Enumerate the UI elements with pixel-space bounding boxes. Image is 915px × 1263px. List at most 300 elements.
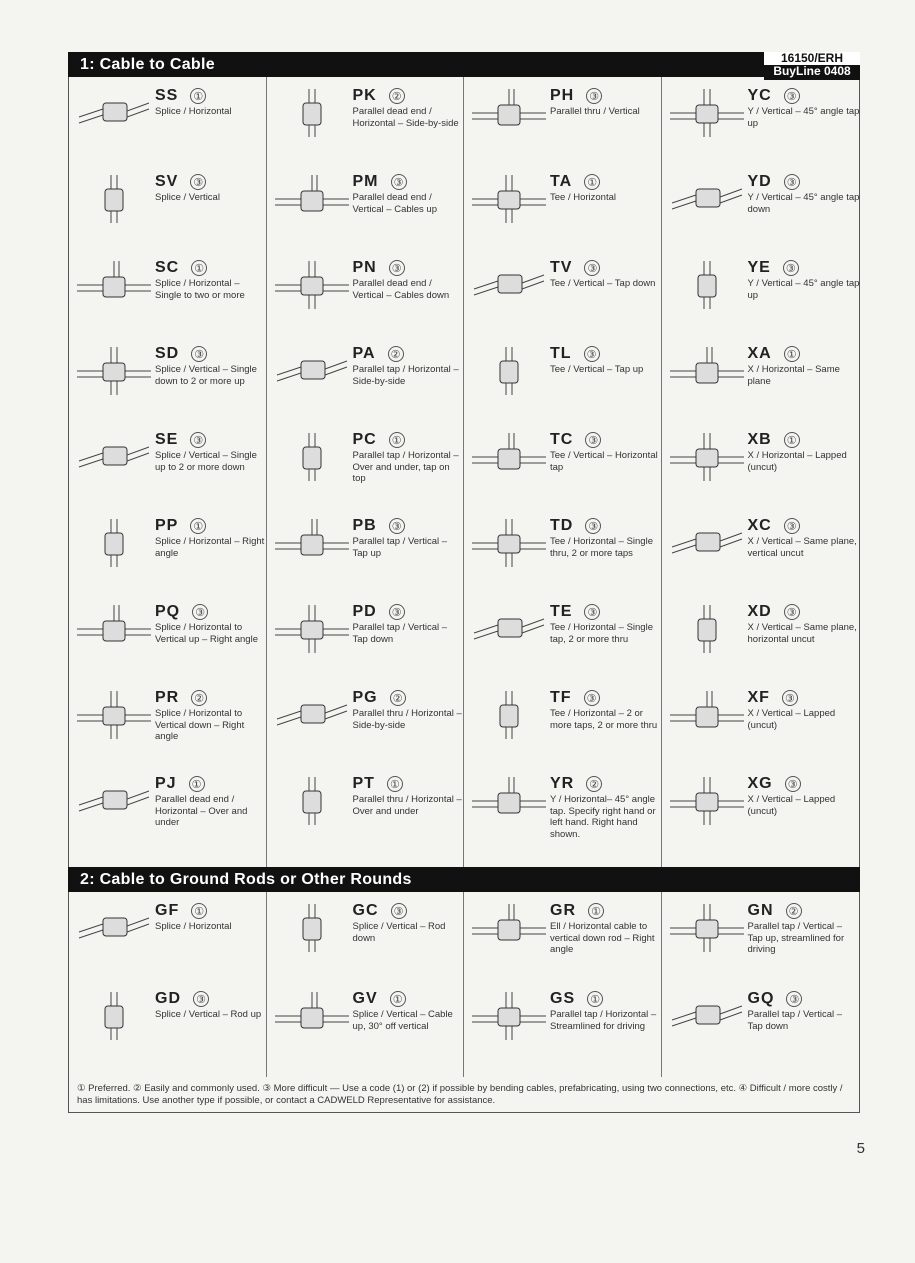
difficulty-rating-icon: ③ [786, 991, 802, 1007]
connection-code-row [748, 87, 860, 105]
connection-code-row [155, 902, 267, 920]
connection-illustration [470, 990, 548, 1042]
connection-description: Parallel dead end / Vertical – Cables down [352, 278, 450, 301]
difficulty-rating-icon: ③ [584, 690, 600, 706]
connection-illustration [273, 603, 351, 655]
connection-illustration [668, 517, 746, 569]
connection-code-row [155, 173, 267, 191]
connection-text [748, 990, 860, 1032]
connection-description: Parallel tap / Vertical – Tap down [747, 1009, 843, 1032]
connection-code: PM [352, 173, 379, 190]
connection-code-row [550, 259, 662, 277]
connection-code: XC [747, 517, 772, 534]
connection-description: Tee / Horizontal – 2 or more taps, 2 or more thru [550, 708, 658, 731]
difficulty-rating-icon: ② [786, 903, 802, 919]
connection-code-row [155, 689, 267, 707]
connection-code-row [353, 689, 465, 707]
connection-illustration [273, 431, 351, 483]
connection-code-row [550, 431, 662, 449]
connection-entry-xa [662, 345, 859, 405]
connection-text [748, 259, 860, 301]
connection-code-row [550, 87, 662, 105]
difficulty-rating-icon: ③ [584, 346, 600, 362]
connection-code: PH [550, 87, 575, 104]
connection-entry-pj [69, 775, 266, 835]
connection-entry-sv [69, 173, 266, 233]
connection-illustration [273, 689, 351, 741]
connection-text [155, 603, 267, 645]
section1-column-2 [267, 77, 465, 867]
connection-code: GN [747, 902, 774, 919]
connection-description: Tee / Horizontal – Single thru, 2 or more taps [550, 536, 653, 559]
connection-code-row [155, 87, 267, 105]
connection-description: Splice / Horizontal to Vertical down – Right angle [155, 708, 245, 742]
connection-code: GS [550, 990, 576, 1007]
connection-illustration [470, 87, 548, 139]
connection-entry-xc [662, 517, 859, 577]
connection-description: Splice / Horizontal – Right angle [155, 536, 265, 559]
connection-description: Parallel thru / Horizontal – Side-by-side [352, 708, 462, 731]
connection-entry-ye [662, 259, 859, 319]
difficulty-rating-icon: ③ [193, 991, 209, 1007]
connection-code: PA [352, 345, 376, 362]
connection-code: GQ [747, 990, 775, 1007]
connection-illustration [273, 990, 351, 1042]
difficulty-rating-icon: ③ [784, 604, 800, 620]
connection-code: GF [155, 902, 180, 919]
connection-entry-pq [69, 603, 266, 663]
connection-text [353, 259, 465, 301]
connection-code-row [748, 689, 860, 707]
connection-code: YD [747, 173, 772, 190]
section2-column-1 [69, 892, 267, 1077]
connection-entry-ta [464, 173, 661, 233]
connection-code: XF [747, 689, 770, 706]
connection-description: X / Vertical – Lapped (uncut) [747, 794, 836, 817]
difficulty-rating-icon: ③ [190, 432, 206, 448]
connection-illustration [75, 689, 153, 741]
difficulty-rating-icon: ① [190, 88, 206, 104]
difficulty-rating-icon: ③ [784, 174, 800, 190]
connection-text [353, 902, 465, 944]
difficulty-rating-icon: ① [784, 432, 800, 448]
connection-entry-yc [662, 87, 859, 147]
connection-description: Splice / Vertical – Rod down [352, 921, 446, 944]
connection-code: PQ [155, 603, 181, 620]
connection-illustration [75, 603, 153, 655]
connection-code-row [748, 431, 860, 449]
connection-entry-gv [267, 990, 464, 1050]
connection-entry-tc [464, 431, 661, 491]
connection-text [550, 689, 662, 731]
connection-description: Splice / Vertical – Single up to 2 or more down [155, 450, 257, 473]
connection-entry-gs [464, 990, 661, 1050]
connection-entry-pc [267, 431, 464, 491]
buyline-code: BuyLine 0408 [764, 65, 860, 78]
connection-code-row [550, 689, 662, 707]
connection-description: Parallel dead end / Vertical – Cables up [352, 192, 437, 215]
connection-description: Parallel thru / Vertical [550, 106, 640, 117]
difficulty-rating-icon: ③ [784, 518, 800, 534]
connection-text [353, 775, 465, 817]
connection-description: Parallel tap / Vertical – Tap up [352, 536, 448, 559]
section2-column-4 [662, 892, 860, 1077]
connection-text [155, 259, 267, 301]
connection-code-row [353, 775, 465, 793]
connection-code: PD [352, 603, 377, 620]
connection-illustration [75, 259, 153, 311]
connection-illustration [668, 775, 746, 827]
difficulty-rating-icon: ① [191, 903, 207, 919]
difficulty-rating-icon: ② [586, 776, 602, 792]
difficulty-rating-icon: ③ [391, 174, 407, 190]
connection-description: Parallel thru / Horizontal – Over and under [352, 794, 462, 817]
connection-illustration [470, 603, 548, 655]
section1-grid [68, 77, 860, 867]
connection-code-row [155, 259, 267, 277]
connection-text [353, 345, 465, 387]
section1-header [68, 52, 860, 77]
connection-entry-gq [662, 990, 859, 1050]
connection-code-row [353, 517, 465, 535]
connection-text [155, 345, 267, 387]
connection-code: PB [352, 517, 377, 534]
connection-text [748, 902, 860, 956]
connection-illustration [75, 902, 153, 954]
connection-code-row [748, 259, 860, 277]
connection-description: X / Vertical – Same plane, horizontal uncut [747, 622, 857, 645]
connection-illustration [273, 259, 351, 311]
section2-column-2 [267, 892, 465, 1077]
connection-description: Y / Vertical – 45° angle tap down [747, 192, 860, 215]
connection-illustration [75, 173, 153, 225]
connection-code: SD [155, 345, 180, 362]
connection-description: X / Horizontal – Lapped (uncut) [747, 450, 847, 473]
connection-text [353, 689, 465, 731]
connection-text [550, 431, 662, 473]
connection-description: X / Vertical – Lapped (uncut) [747, 708, 836, 731]
section2-column-3 [464, 892, 662, 1077]
connection-illustration [470, 345, 548, 397]
connection-code-row [748, 775, 860, 793]
catalog-sheet [68, 52, 860, 1113]
connection-text [155, 173, 267, 204]
connection-description: Splice / Vertical [155, 192, 220, 203]
connection-illustration [273, 902, 351, 954]
connection-entry-xg [662, 775, 859, 835]
connection-entry-pk [267, 87, 464, 147]
difficulty-rating-icon: ① [387, 776, 403, 792]
connection-text [353, 603, 465, 645]
connection-description: Parallel tap / Vertical – Tap up, streamlined for driving [747, 921, 845, 955]
connection-code: PP [155, 517, 179, 534]
connection-code-row [748, 603, 860, 621]
connection-code: XA [747, 345, 772, 362]
connection-text [353, 87, 465, 129]
connection-entry-pn [267, 259, 464, 319]
connection-code-row [550, 345, 662, 363]
connection-code-row [748, 517, 860, 535]
connection-text [550, 173, 662, 204]
connection-code: PR [155, 689, 180, 706]
connection-illustration [668, 431, 746, 483]
connection-entry-pd [267, 603, 464, 663]
connection-description: Splice / Horizontal – Single to two or more [155, 278, 245, 301]
connection-entry-se [69, 431, 266, 491]
connection-entry-gd [69, 990, 266, 1050]
section1-title: 1: Cable to Cable [80, 56, 215, 73]
connection-code: GR [550, 902, 576, 919]
connection-code-row [550, 517, 662, 535]
connection-code-row [550, 603, 662, 621]
difficulty-rating-icon: ① [784, 346, 800, 362]
connection-code-row [550, 775, 662, 793]
connection-text [155, 902, 267, 933]
connection-illustration [75, 775, 153, 827]
difficulty-rating-icon: ③ [785, 776, 801, 792]
connection-illustration [273, 173, 351, 225]
section2-grid [68, 892, 860, 1077]
difficulty-rating-icon: ① [587, 991, 603, 1007]
connection-entry-xb [662, 431, 859, 491]
connection-illustration [75, 517, 153, 569]
difficulty-rating-icon: ③ [190, 174, 206, 190]
connection-text [550, 902, 662, 956]
connection-entry-pb [267, 517, 464, 577]
difficulty-rating-icon: ③ [389, 518, 405, 534]
connection-code: SC [155, 259, 180, 276]
connection-entry-pa [267, 345, 464, 405]
doc-code: 16150/ERH [780, 51, 844, 65]
connection-illustration [75, 431, 153, 483]
section1-column-4 [662, 77, 860, 867]
connection-code-row [748, 345, 860, 363]
connection-description: Ell / Horizontal cable to vertical down rod – Right angle [550, 921, 655, 955]
difficulty-rating-icon: ③ [191, 346, 207, 362]
connection-code-row [550, 902, 662, 920]
difficulty-rating-icon: ① [189, 776, 205, 792]
connection-entry-yd [662, 173, 859, 233]
connection-text [155, 689, 267, 743]
connection-text [748, 689, 860, 731]
connection-description: Parallel dead end / Horizontal – Side-by-side [352, 106, 459, 129]
connection-text [748, 603, 860, 645]
connection-code: SE [155, 431, 179, 448]
connection-text [353, 431, 465, 485]
connection-entry-gn [662, 902, 859, 962]
connection-code-row [155, 990, 267, 1008]
connection-entry-xd [662, 603, 859, 663]
connection-code-row [748, 902, 860, 920]
connection-code: SS [155, 87, 179, 104]
connection-code-row [748, 990, 860, 1008]
difficulty-rating-icon: ③ [391, 903, 407, 919]
connection-entry-te [464, 603, 661, 663]
connection-description: Tee / Vertical – Horizontal tap [550, 450, 658, 473]
footnote: ① Preferred. ② Easily and commonly used. ③ More difficult — Use a code (1) or (2) if possible by bending cables, prefabricating, using two connections, etc. ④ Difficult / more costly / has limitations. Use another type if possible, or contact a CADWELD Representative for assistance. [68, 1077, 860, 1113]
connection-entry-yr [464, 775, 661, 840]
connection-code: PN [352, 259, 377, 276]
connection-text [748, 345, 860, 387]
connection-text [550, 345, 662, 376]
connection-code-row [155, 775, 267, 793]
connection-code: PG [352, 689, 378, 706]
connection-illustration [470, 259, 548, 311]
connection-code-row [353, 345, 465, 363]
connection-code: PC [352, 431, 377, 448]
connection-text [353, 990, 465, 1032]
connection-illustration [668, 603, 746, 655]
difficulty-rating-icon: ② [191, 690, 207, 706]
difficulty-rating-icon: ③ [782, 690, 798, 706]
connection-description: Tee / Vertical – Tap down [550, 278, 656, 289]
connection-description: Parallel tap / Horizontal – Streamlined for driving [550, 1009, 657, 1032]
connection-illustration [668, 259, 746, 311]
section1-column-1 [69, 77, 267, 867]
difficulty-rating-icon: ② [390, 690, 406, 706]
difficulty-rating-icon: ③ [584, 260, 600, 276]
connection-description: Tee / Horizontal [550, 192, 617, 203]
connection-code: XG [747, 775, 773, 792]
connection-text [748, 173, 860, 215]
connection-code: TA [550, 173, 573, 190]
connection-text [550, 259, 662, 290]
connection-description: Tee / Vertical – Tap up [550, 364, 644, 375]
connection-code: PJ [155, 775, 177, 792]
connection-code: TL [550, 345, 572, 362]
difficulty-rating-icon: ① [390, 991, 406, 1007]
connection-code: YR [550, 775, 575, 792]
difficulty-rating-icon: ② [389, 88, 405, 104]
connection-text [748, 87, 860, 129]
connection-entry-gc [267, 902, 464, 962]
difficulty-rating-icon: ① [584, 174, 600, 190]
connection-text [155, 990, 267, 1021]
connection-text [353, 517, 465, 559]
connection-code-row [550, 173, 662, 191]
connection-description: X / Horizontal – Same plane [747, 364, 840, 387]
connection-entry-xf [662, 689, 859, 749]
connection-description: Tee / Horizontal – Single tap, 2 or more thru [550, 622, 653, 645]
connection-code-row [353, 603, 465, 621]
connection-code-row [353, 990, 465, 1008]
connection-code-row [353, 259, 465, 277]
connection-description: Y / Horizontal– 45° angle tap. Specify right hand or left hand. Right hand shown. [550, 794, 656, 840]
difficulty-rating-icon: ③ [585, 432, 601, 448]
section1-column-3 [464, 77, 662, 867]
difficulty-rating-icon: ③ [192, 604, 208, 620]
connection-code-row [748, 173, 860, 191]
connection-code-row [155, 603, 267, 621]
connection-illustration [668, 990, 746, 1042]
connection-entry-gr [464, 902, 661, 962]
connection-description: Splice / Horizontal to Vertical up – Right angle [155, 622, 258, 645]
connection-code: YE [747, 259, 771, 276]
connection-entry-sd [69, 345, 266, 405]
connection-code: GV [352, 990, 378, 1007]
connection-text [155, 517, 267, 559]
connection-description: Splice / Horizontal [155, 921, 232, 932]
connection-illustration [273, 345, 351, 397]
connection-code: TV [550, 259, 573, 276]
connection-text [353, 173, 465, 215]
connection-code-row [550, 990, 662, 1008]
connection-code: TC [550, 431, 574, 448]
connection-entry-pp [69, 517, 266, 577]
connection-text [748, 775, 860, 817]
connection-description: X / Vertical – Same plane, vertical uncut [747, 536, 857, 559]
difficulty-rating-icon: ③ [584, 604, 600, 620]
connection-illustration [273, 775, 351, 827]
connection-code: YC [747, 87, 772, 104]
connection-code-row [353, 902, 465, 920]
connection-illustration [470, 173, 548, 225]
connection-illustration [75, 87, 153, 139]
connection-illustration [470, 517, 548, 569]
connection-code: TF [550, 689, 572, 706]
connection-description: Splice / Vertical – Rod up [155, 1009, 262, 1020]
connection-illustration [470, 689, 548, 741]
doc-code-box [764, 52, 860, 80]
connection-entry-pm [267, 173, 464, 233]
difficulty-rating-icon: ① [191, 260, 207, 276]
connection-illustration [668, 173, 746, 225]
section2-header [68, 867, 860, 892]
connection-code: XD [747, 603, 772, 620]
difficulty-rating-icon: ② [388, 346, 404, 362]
connection-text [155, 775, 267, 829]
difficulty-rating-icon: ③ [585, 518, 601, 534]
connection-illustration [470, 431, 548, 483]
difficulty-rating-icon: ③ [586, 88, 602, 104]
connection-entry-ph [464, 87, 661, 147]
connection-entry-pr [69, 689, 266, 749]
connection-entry-pt [267, 775, 464, 835]
connection-entry-tv [464, 259, 661, 319]
connection-code: TD [550, 517, 574, 534]
connection-code-row [155, 345, 267, 363]
connection-illustration [668, 345, 746, 397]
connection-text [550, 603, 662, 645]
connection-text [550, 990, 662, 1032]
connection-text [550, 87, 662, 118]
connection-description: Y / Vertical – 45° angle tap up [747, 106, 860, 129]
connection-text [748, 431, 860, 473]
connection-text [155, 87, 267, 118]
connection-illustration [668, 689, 746, 741]
connection-description: Splice / Horizontal [155, 106, 232, 117]
connection-code-row [155, 431, 267, 449]
difficulty-rating-icon: ③ [784, 88, 800, 104]
connection-code: PK [352, 87, 377, 104]
difficulty-rating-icon: ③ [389, 604, 405, 620]
connection-code: PT [352, 775, 375, 792]
connection-code: GC [352, 902, 379, 919]
connection-code: XB [747, 431, 772, 448]
connection-illustration [273, 517, 351, 569]
connection-description: Splice / Vertical – Cable up, 30° off vertical [352, 1009, 453, 1032]
connection-illustration [470, 902, 548, 954]
connection-entry-gf [69, 902, 266, 962]
connection-code: TE [550, 603, 573, 620]
connection-entry-sc [69, 259, 266, 319]
connection-entry-tl [464, 345, 661, 405]
difficulty-rating-icon: ① [588, 903, 604, 919]
difficulty-rating-icon: ③ [389, 260, 405, 276]
connection-entry-pg [267, 689, 464, 749]
connection-text [550, 775, 662, 840]
connection-text [155, 431, 267, 473]
